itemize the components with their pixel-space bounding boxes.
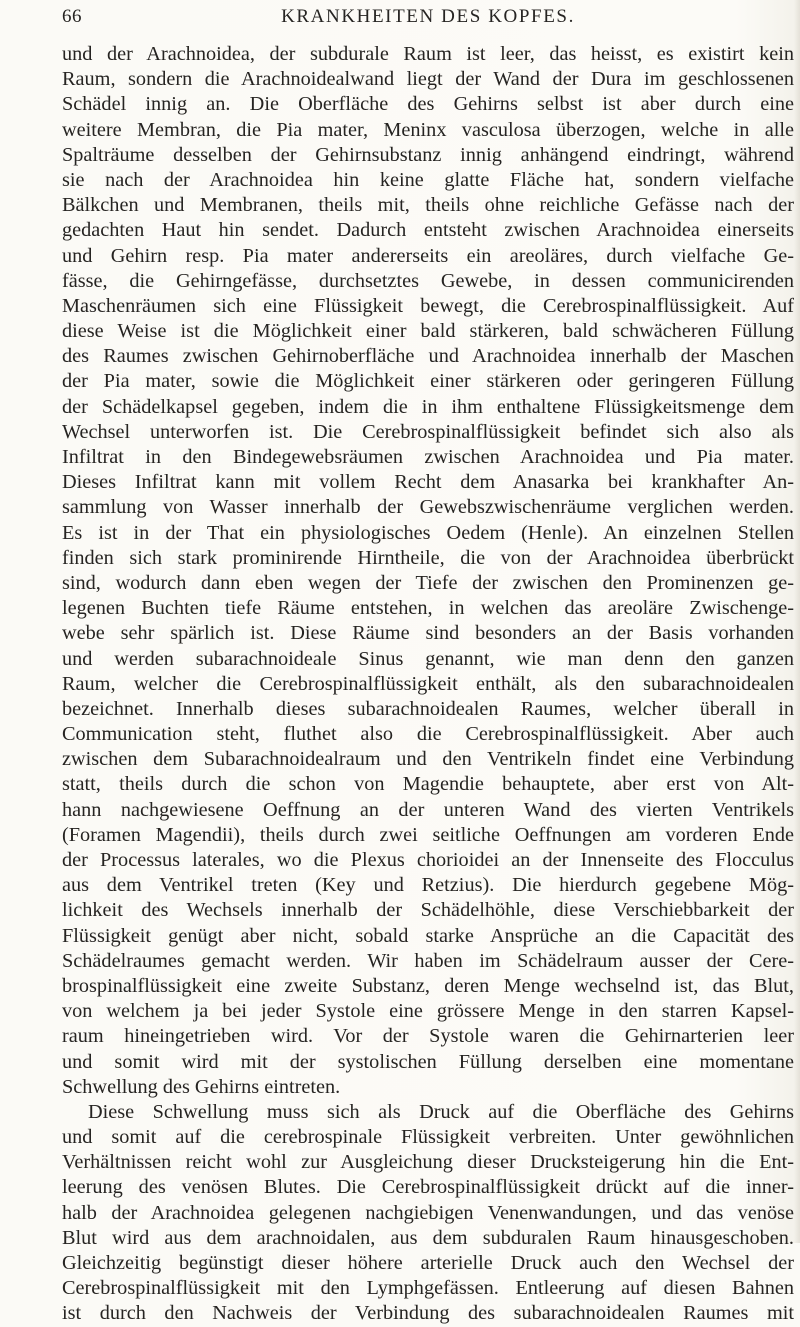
text-line: Flüssigkeit genügt aber nicht, sobald starke Ansprüche an die Capacität des	[62, 924, 794, 947]
text-line: diese Weise ist die Möglichkeit einer bald stärkeren, bald schwächeren Füllung	[62, 320, 794, 343]
text-line: Raum, welcher die Cerebrospinalflüssigkeit enthält, als den subarachnoidealen	[62, 672, 794, 695]
text-line: Es ist in der That ein physiologisches Oedem (Henle). An einzelnen Stellen	[62, 521, 794, 544]
text-line: Schwellung des Gehirns eintreten.	[62, 1075, 341, 1098]
running-head-title: KRANKHEITEN DES KOPFES.	[281, 6, 575, 27]
text-line: Spalträume desselben der Gehirnsubstanz innig anhängend eindringt, während	[62, 143, 794, 166]
text-line: brospinalflüssigkeit eine zweite Substanz, deren Menge wechselnd ist, das Blut,	[62, 974, 794, 997]
text-line: finden sich stark prominirende Hirntheile, die von der Arachnoidea überbrückt	[62, 546, 794, 569]
text-line: leerung des venösen Blutes. Die Cerebrospinalflüssigkeit drückt auf die inner-	[62, 1176, 794, 1199]
text-line: Cerebrospinalflüssigkeit mit den Lymphgefässen. Entleerung auf diesen Bahnen	[62, 1277, 794, 1300]
text-line: und somit auf die cerebrospinale Flüssigkeit verbreiten. Unter gewöhnlichen	[62, 1126, 794, 1149]
text-line: und Gehirn resp. Pia mater andererseits ein areoläres, durch vielfache Ge-	[62, 244, 794, 267]
text-line: weitere Membran, die Pia mater, Meninx vasculosa überzogen, welche in alle	[62, 118, 794, 141]
text-line: lichkeit des Wechsels innerhalb der Schädelhöhle, diese Verschiebbarkeit der	[62, 899, 794, 922]
text-line: raum hineingetrieben wird. Vor der Systole waren die Gehirnarterien leer	[62, 1025, 794, 1048]
text-line: Communication steht, fluthet also die Cerebrospinalflüssigkeit. Aber auch	[62, 723, 794, 746]
running-head	[62, 6, 794, 32]
text-line: sammlung von Wasser innerhalb der Gewebszwischenräume verglichen werden.	[62, 496, 794, 519]
text-line: Maschenräumen sich eine Flüssigkeit bewegt, die Cerebrospinalflüssigkeit. Auf	[62, 294, 794, 317]
text-line: ist durch den Nachweis der Verbindung des subarachnoidealen Raumes mit	[62, 1302, 794, 1325]
text-line: Gleichzeitig begünstigt dieser höhere arterielle Druck auch den Wechsel der	[62, 1252, 794, 1274]
text-line: Blut wird aus dem arachnoidalen, aus dem subduralen Raum hinausgeschoben.	[62, 1226, 794, 1249]
text-line: Raum, sondern die Arachnoidealwand liegt der Wand der Dura im geschlossenen	[62, 68, 794, 91]
text-line: sind, wodurch dann eben wegen der Tiefe der zwischen den Prominenzen ge-	[62, 571, 794, 594]
body-text	[62, 42, 794, 1327]
text-line: und somit wird mit der systolischen Füllung derselben eine momentane	[62, 1050, 794, 1073]
text-line: Wechsel unterworfen ist. Die Cerebrospinalflüssigkeit befindet sich also als	[62, 420, 794, 443]
text-line: von welchem ja bei jeder Systole eine grössere Menge in den starren Kapsel-	[62, 1000, 794, 1023]
text-line: und werden subarachnoideale Sinus genannt, wie man denn den ganzen	[62, 647, 794, 670]
text-line: Dieses Infiltrat kann mit vollem Recht dem Anasarka bei krankhafter An-	[62, 471, 794, 494]
text-line: fässe, die Gehirngefässe, durchsetztes Gewebe, in dessen communicirenden	[62, 269, 794, 292]
text-line: der Pia mater, sowie die Möglichkeit einer stärkeren oder geringeren Füllung	[62, 370, 794, 393]
text-line: aus dem Ventrikel treten (Key und Retzius). Die hierdurch gegebene Mög-	[62, 874, 794, 897]
text-line: sie nach der Arachnoidea hin keine glatte Fläche hat, sondern vielfache	[62, 168, 794, 191]
text-line: (Foramen Magendii), theils durch zwei seitliche Oeffnungen am vorderen Ende	[62, 823, 794, 846]
text-line: des Raumes zwischen Gehirnoberfläche und Arachnoidea innerhalb der Maschen	[62, 345, 794, 368]
text-line: halb der Arachnoidea gelegenen nachgiebigen Venenwandungen, und das venöse	[62, 1201, 794, 1224]
text-line: bezeichnet. Innerhalb dieses subarachnoidealen Raumes, welcher überall in	[62, 697, 794, 720]
text-line: der Processus laterales, wo die Plexus chorioidei an der Innenseite des Flocculus	[62, 849, 794, 871]
text-line: gedachten Haut hin sendet. Dadurch entsteht zwischen Arachnoidea einerseits	[62, 219, 794, 242]
text-line: statt, theils durch die schon von Magendie behauptete, aber erst von Alt-	[62, 773, 794, 796]
page-edge-shadow	[794, 0, 800, 1243]
text-line: hann nachgewiesene Oeffnung an der unteren Wand des vierten Ventrikels	[62, 798, 794, 821]
text-line: und der Arachnoidea, der subdurale Raum ist leer, das heisst, es existirt kein	[62, 43, 794, 65]
text-line: Schädelraumes gemacht werden. Wir haben im Schädelraum ausser der Cere-	[62, 949, 794, 972]
text-line: Schädel innig an. Die Oberfläche des Gehirns selbst ist aber durch eine	[62, 93, 794, 116]
text-line: Verhältnissen reicht wohl zur Ausgleichung dieser Drucksteigerung hin die Ent-	[62, 1151, 794, 1174]
text-line: zwischen dem Subarachnoidealraum und den Ventrikeln findet eine Verbindung	[62, 748, 794, 771]
text-line: Infiltrat in den Bindegewebsräumen zwischen Arachnoidea und Pia mater.	[62, 446, 794, 468]
text-line: der Schädelkapsel gegeben, indem die in ihm enthaltene Flüssigkeitsmenge dem	[62, 395, 794, 418]
text-line: legenen Buchten tiefe Räume entstehen, in welchen das areoläre Zwischenge-	[62, 597, 794, 620]
text-line: webe sehr spärlich ist. Diese Räume sind besonders an der Basis vorhanden	[62, 622, 794, 645]
text-line: Diese Schwellung muss sich als Druck auf die Oberfläche des Gehirns	[88, 1100, 794, 1123]
page-number: 66	[62, 6, 82, 27]
text-line: Bälkchen und Membranen, theils mit, theils ohne reichliche Gefässe nach der	[62, 194, 794, 217]
